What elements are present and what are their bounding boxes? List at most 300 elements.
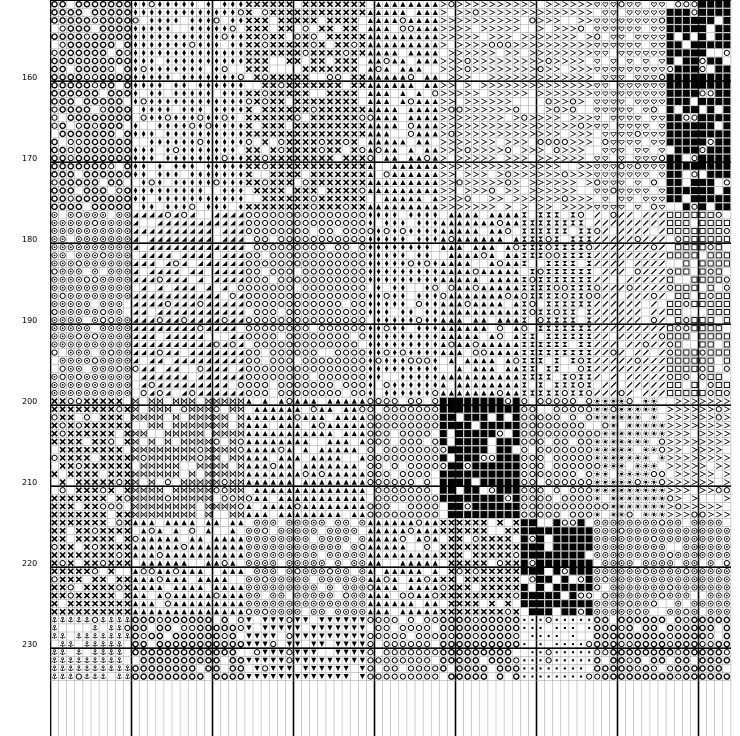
symbol-filled-square (723, 114, 730, 121)
symbol-open-circle (109, 504, 114, 509)
symbol-right-arrow (522, 172, 527, 177)
symbol-bow-tie (149, 447, 154, 452)
symbol-right-arrow (449, 34, 454, 39)
symbol-x-cross (254, 91, 259, 96)
symbol-right-arrow (506, 58, 511, 63)
symbol-x-cross (335, 131, 340, 136)
symbol-right-arrow (546, 164, 551, 169)
symbol-x-cross (60, 463, 65, 468)
symbol-x-cross (263, 204, 268, 209)
symbol-flower-center (644, 440, 647, 443)
symbol-slash (659, 382, 664, 387)
symbol-open-circle (441, 447, 446, 452)
symbol-bow-tie (173, 496, 178, 501)
symbol-slash (635, 342, 640, 347)
symbol-half-triangle (222, 212, 227, 217)
symbol-diamond (207, 17, 211, 23)
symbol-half-triangle (133, 245, 138, 250)
symbol-diamond (377, 301, 381, 307)
symbol-filled-square (691, 187, 698, 194)
symbol-open-square (700, 237, 705, 242)
symbol-diamond (385, 333, 389, 339)
symbol-heart (603, 165, 608, 169)
symbol-hourglass (554, 342, 559, 347)
symbol-flower-center (620, 400, 623, 403)
symbol-diamond (369, 277, 373, 283)
symbol-bullseye-dot (70, 222, 72, 224)
symbol-diamond (158, 106, 162, 112)
symbol-triangle-up (263, 504, 268, 509)
symbol-double-circle (76, 18, 81, 23)
symbol-flower-center (604, 489, 607, 492)
symbol-open-circle (522, 455, 527, 460)
symbol-hourglass (562, 277, 567, 282)
symbol-double-circle (84, 147, 89, 152)
symbol-open-square (708, 374, 713, 379)
symbol-open-circle (481, 455, 486, 460)
symbol-x-cross (101, 480, 106, 485)
symbol-flower-center (644, 432, 647, 435)
symbol-open-circle (659, 334, 664, 339)
symbol-triangle-up (506, 220, 511, 225)
symbol-x-cross (92, 496, 97, 501)
symbol-right-arrow (441, 10, 446, 15)
symbol-x-cross (303, 196, 308, 201)
symbol-x-cross (101, 447, 106, 452)
symbol-filled-square (723, 66, 730, 73)
symbol-double-circle (101, 147, 106, 152)
symbol-diamond (207, 131, 211, 137)
symbol-triangle-up (514, 342, 519, 347)
symbol-triangle-up (425, 188, 430, 193)
symbol-half-triangle (190, 220, 195, 225)
symbol-open-circle (287, 245, 292, 250)
symbol-triangle-up (279, 471, 284, 476)
symbol-filled-square (707, 41, 714, 48)
symbol-right-arrow (465, 123, 470, 128)
symbol-diamond (223, 58, 227, 64)
symbol-heart (659, 132, 664, 136)
symbol-triangle-up (416, 123, 421, 128)
symbol-diamond (369, 341, 373, 347)
symbol-triangle-up (441, 326, 446, 331)
symbol-open-circle (327, 220, 332, 225)
symbol-x-cross (254, 18, 259, 23)
symbol-x-cross (52, 431, 57, 436)
symbol-x-cross (327, 50, 332, 55)
symbol-right-arrow (554, 58, 559, 63)
symbol-diamond (239, 82, 243, 88)
symbol-filled-square (448, 487, 455, 494)
symbol-triangle-up (433, 107, 438, 112)
symbol-triangle-up (376, 99, 381, 104)
symbol-filled-square (707, 130, 714, 137)
symbol-heart (635, 173, 640, 177)
symbol-x-cross (352, 2, 357, 7)
symbol-right-arrow (724, 431, 729, 436)
symbol-diamond (417, 252, 421, 258)
symbol-open-square (676, 334, 681, 339)
symbol-filled-square (513, 430, 520, 437)
symbol-slash (651, 309, 656, 314)
symbol-diamond (142, 131, 146, 137)
symbol-triangle-up (400, 10, 405, 15)
symbol-diamond (417, 268, 421, 274)
symbol-open-square (708, 253, 713, 258)
symbol-x-cross (254, 2, 259, 7)
symbol-open-circle (133, 18, 138, 23)
symbol-diamond (182, 1, 186, 7)
symbol-filled-square (667, 130, 674, 137)
symbol-right-arrow (489, 180, 494, 185)
symbol-double-circle (76, 83, 81, 88)
symbol-diamond (433, 277, 437, 283)
symbol-open-circle (311, 261, 316, 266)
symbol-open-circle (214, 18, 219, 23)
symbol-flower-center (620, 489, 623, 492)
symbol-filled-square (513, 422, 520, 429)
symbol-x-cross (125, 455, 130, 460)
symbol-flower-center (612, 416, 615, 419)
symbol-double-circle (76, 50, 81, 55)
symbol-heart (619, 197, 624, 201)
symbol-flower-center (644, 424, 647, 427)
row-number-190: 190 (22, 316, 38, 326)
symbol-double-circle (84, 196, 89, 201)
symbol-open-circle (578, 123, 583, 128)
symbol-double-circle (76, 10, 81, 15)
symbol-right-arrow (506, 75, 511, 80)
symbol-triangle-up (279, 463, 284, 468)
symbol-triangle-up (416, 2, 421, 7)
symbol-bow-tie (222, 504, 227, 509)
symbol-double-circle (60, 147, 65, 152)
symbol-diamond (433, 301, 437, 307)
symbol-open-circle (287, 293, 292, 298)
symbol-diamond (199, 106, 203, 112)
symbol-triangle-up (433, 10, 438, 15)
symbol-triangle-up (465, 237, 470, 242)
symbol-open-circle (254, 228, 259, 233)
symbol-triangle-up (473, 212, 478, 217)
symbol-diamond (393, 260, 397, 266)
symbol-diamond (190, 163, 194, 169)
symbol-diamond (215, 139, 219, 145)
symbol-right-arrow (514, 10, 519, 15)
symbol-bullseye-dot (127, 287, 129, 289)
symbol-flower-center (636, 440, 639, 443)
symbol-diamond (401, 317, 405, 323)
symbol-bow-tie (133, 407, 138, 412)
symbol-open-circle (578, 504, 583, 509)
symbol-open-circle (465, 196, 470, 201)
symbol-diamond (134, 9, 138, 15)
symbol-half-triangle (190, 326, 195, 331)
symbol-half-triangle (133, 261, 138, 266)
symbol-open-circle (311, 107, 316, 112)
symbol-hourglass (570, 285, 575, 290)
symbol-triangle-up (514, 382, 519, 387)
symbol-bullseye-dot (78, 279, 80, 281)
symbol-open-circle (263, 366, 268, 371)
symbol-double-circle (92, 91, 97, 96)
symbol-triangle-up (449, 212, 454, 217)
symbol-hourglass (578, 245, 583, 250)
symbol-bullseye-dot (110, 392, 112, 394)
symbol-right-arrow (554, 91, 559, 96)
symbol-heart (595, 116, 600, 120)
symbol-bow-tie (157, 399, 162, 404)
symbol-open-square (716, 374, 721, 379)
symbol-hourglass (587, 350, 592, 355)
symbol-heart (619, 75, 624, 79)
symbol-triangle-up (465, 390, 470, 395)
symbol-triangle-up (360, 496, 365, 501)
symbol-filled-square (675, 17, 682, 24)
symbol-open-circle (279, 301, 284, 306)
symbol-slash (635, 350, 640, 355)
symbol-x-cross (117, 399, 122, 404)
symbol-filled-square (675, 139, 682, 146)
symbol-double-circle (117, 99, 122, 104)
symbol-open-circle (198, 139, 203, 144)
symbol-open-circle (319, 334, 324, 339)
symbol-open-circle (279, 277, 284, 282)
symbol-diamond (215, 196, 219, 202)
symbol-heart (619, 100, 624, 104)
symbol-x-cross (246, 131, 251, 136)
symbol-diamond (174, 179, 178, 185)
symbol-bullseye-dot (62, 335, 64, 337)
symbol-bullseye-dot (102, 344, 104, 346)
symbol-open-circle (595, 34, 600, 39)
symbol-diamond (207, 147, 211, 153)
symbol-flower-center (628, 440, 631, 443)
symbol-hourglass (587, 382, 592, 387)
symbol-open-circle (522, 415, 527, 420)
symbol-triangle-up (433, 115, 438, 120)
symbol-open-square (716, 390, 721, 395)
symbol-open-circle (279, 366, 284, 371)
symbol-triangle-up (246, 471, 251, 476)
symbol-right-arrow (700, 439, 705, 444)
symbol-diamond (393, 228, 397, 234)
symbol-open-circle (190, 42, 195, 47)
symbol-open-circle (554, 285, 559, 290)
symbol-diamond (158, 171, 162, 177)
symbol-open-circle (295, 115, 300, 120)
symbol-diamond (142, 82, 146, 88)
symbol-bow-tie (230, 447, 235, 452)
symbol-bullseye-dot (110, 230, 112, 232)
symbol-right-arrow (441, 26, 446, 31)
symbol-half-triangle (214, 220, 219, 225)
symbol-diamond (150, 98, 154, 104)
symbol-double-circle (84, 66, 89, 71)
symbol-diamond (207, 42, 211, 48)
symbol-right-arrow (465, 115, 470, 120)
symbol-filled-square (440, 438, 447, 445)
symbol-right-arrow (473, 99, 478, 104)
symbol-open-circle (570, 407, 575, 412)
symbol-heart (603, 51, 608, 55)
symbol-filled-square (699, 195, 706, 202)
symbol-open-circle (522, 504, 527, 509)
symbol-heart (651, 3, 656, 7)
symbol-diamond (401, 260, 405, 266)
symbol-right-arrow (724, 496, 729, 501)
symbol-open-circle (295, 415, 300, 420)
symbol-open-circle (506, 172, 511, 177)
symbol-x-cross (76, 447, 81, 452)
symbol-open-circle (570, 374, 575, 379)
symbol-open-circle (562, 285, 567, 290)
symbol-open-circle (263, 237, 268, 242)
symbol-open-circle (311, 342, 316, 347)
symbol-x-cross (92, 463, 97, 468)
symbol-open-circle (554, 407, 559, 412)
symbol-right-arrow (514, 115, 519, 120)
symbol-triangle-up (449, 220, 454, 225)
symbol-bow-tie (173, 455, 178, 460)
symbol-bullseye-dot (62, 287, 64, 289)
symbol-heart (611, 67, 616, 71)
symbol-triangle-up (344, 471, 349, 476)
symbol-open-circle (554, 147, 559, 152)
symbol-open-circle (246, 139, 251, 144)
symbol-hourglass (587, 374, 592, 379)
symbol-triangle-up (506, 382, 511, 387)
symbol-right-arrow (449, 18, 454, 23)
symbol-hourglass (522, 237, 527, 242)
symbol-half-triangle (230, 334, 235, 339)
symbol-flower-center (636, 473, 639, 476)
symbol-heart (603, 205, 608, 209)
symbol-open-circle (400, 496, 405, 501)
symbol-x-cross (344, 172, 349, 177)
symbol-triangle-up (416, 188, 421, 193)
symbol-right-arrow (578, 91, 583, 96)
symbol-heart (635, 11, 640, 15)
symbol-diamond (425, 341, 429, 347)
symbol-bullseye-dot (94, 214, 96, 216)
symbol-triangle-up (433, 2, 438, 7)
symbol-double-circle (92, 99, 97, 104)
symbol-open-square (676, 253, 681, 258)
symbol-x-cross (101, 463, 106, 468)
symbol-heart (595, 156, 600, 160)
symbol-x-cross (287, 26, 292, 31)
symbol-right-arrow (497, 18, 502, 23)
symbol-double-circle (125, 34, 130, 39)
symbol-slash (595, 277, 600, 282)
symbol-bullseye-dot (86, 254, 88, 256)
symbol-filled-square (675, 90, 682, 97)
symbol-open-circle (384, 293, 389, 298)
symbol-diamond (166, 196, 170, 202)
symbol-bullseye-dot (78, 344, 80, 346)
symbol-right-arrow (514, 50, 519, 55)
symbol-triangle-up (311, 463, 316, 468)
symbol-diamond (425, 252, 429, 258)
symbol-triangle-up (287, 455, 292, 460)
symbol-open-circle (246, 261, 251, 266)
symbol-slash (619, 326, 624, 331)
symbol-filled-square (723, 41, 730, 48)
symbol-right-arrow (587, 164, 592, 169)
symbol-open-circle (570, 488, 575, 493)
symbol-open-circle (295, 212, 300, 217)
symbol-double-circle (109, 99, 114, 104)
symbol-diamond (239, 179, 243, 185)
symbol-open-circle (287, 228, 292, 233)
symbol-x-cross (246, 34, 251, 39)
symbol-open-circle (254, 390, 259, 395)
symbol-half-triangle (222, 350, 227, 355)
symbol-bow-tie (238, 415, 243, 420)
symbol-hourglass (530, 350, 535, 355)
symbol-half-triangle (133, 228, 138, 233)
symbol-hourglass (522, 285, 527, 290)
symbol-half-triangle (149, 253, 154, 258)
symbol-heart (603, 11, 608, 15)
symbol-triangle-up (449, 350, 454, 355)
symbol-triangle-up (489, 212, 494, 217)
symbol-bow-tie (182, 455, 187, 460)
symbol-slash (603, 342, 608, 347)
symbol-heart (659, 92, 664, 96)
symbol-half-triangle (214, 261, 219, 266)
symbol-bullseye-dot (94, 246, 96, 248)
symbol-heart (619, 156, 624, 160)
symbol-open-circle (319, 318, 324, 323)
symbol-triangle-up (263, 407, 268, 412)
symbol-triangle-up (457, 245, 462, 250)
symbol-right-arrow (489, 115, 494, 120)
symbol-filled-square (691, 147, 698, 154)
symbol-filled-square (723, 171, 730, 178)
symbol-open-circle (416, 455, 421, 460)
symbol-x-cross (344, 123, 349, 128)
symbol-open-circle (92, 277, 97, 282)
symbol-open-square (668, 358, 673, 363)
symbol-x-cross (68, 423, 73, 428)
symbol-filled-square (472, 495, 479, 502)
symbol-x-cross (271, 188, 276, 193)
symbol-open-circle (246, 212, 251, 217)
symbol-triangle-up (352, 463, 357, 468)
symbol-right-arrow (554, 75, 559, 80)
symbol-bullseye-dot (70, 295, 72, 297)
symbol-heart (619, 27, 624, 31)
symbol-slash (643, 277, 648, 282)
symbol-triangle-up (303, 488, 308, 493)
symbol-open-circle (319, 471, 324, 476)
symbol-x-cross (319, 164, 324, 169)
symbol-open-square (684, 261, 689, 266)
symbol-heart (611, 108, 616, 112)
symbol-diamond (393, 236, 397, 242)
symbol-half-triangle (141, 309, 146, 314)
symbol-open-circle (360, 350, 365, 355)
symbol-double-circle (68, 91, 73, 96)
symbol-x-cross (271, 172, 276, 177)
symbol-slash (619, 261, 624, 266)
symbol-open-circle (303, 261, 308, 266)
symbol-flower-center (653, 400, 656, 403)
symbol-hourglass (578, 334, 583, 339)
symbol-open-circle (408, 131, 413, 136)
